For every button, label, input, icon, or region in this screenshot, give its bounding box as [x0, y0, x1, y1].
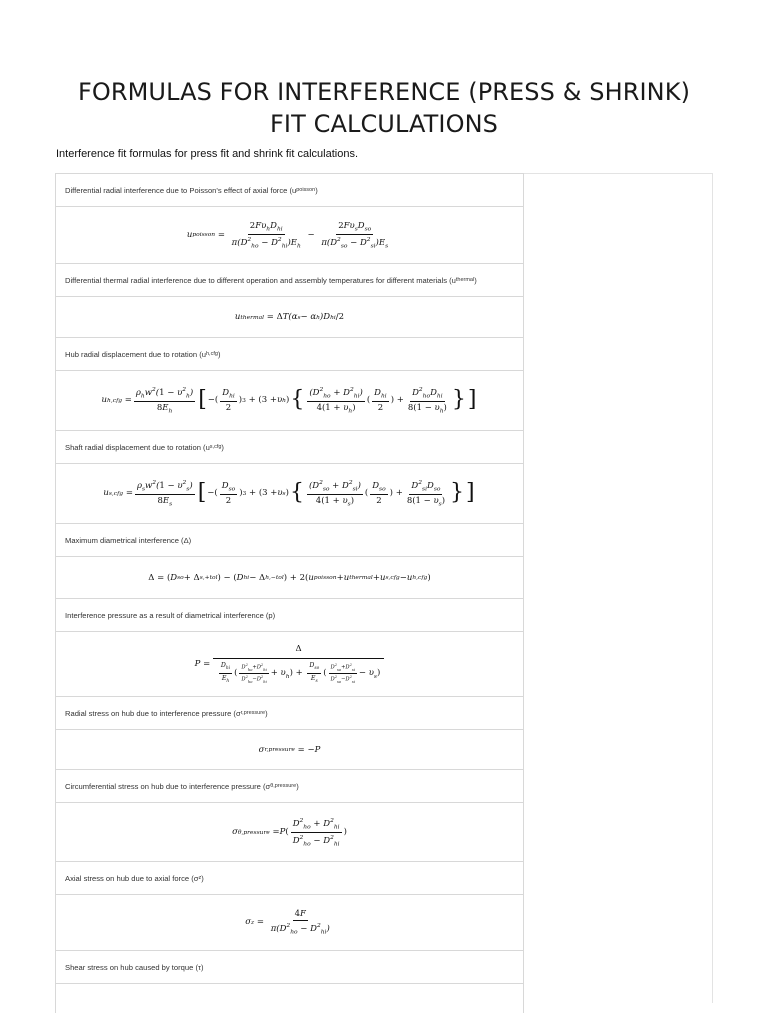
formula-u-thermal: u thermal = Δ T(α s − α h )D hi /2 [56, 296, 523, 337]
row-label: Hub radial displacement due to rotation (u [65, 349, 206, 359]
row-label: Differential radial interference due to Poisson's effect of axial force (u [65, 185, 297, 195]
page-title [0, 76, 768, 140]
row-label-tail: ) [474, 275, 477, 285]
label-row [56, 173, 523, 206]
row-label-tail: ) [221, 442, 224, 452]
row-label-tail: ) [217, 349, 221, 359]
row-label: Maximum diametrical interference (Δ) [65, 535, 192, 545]
formula-u-hub-cfg: u h,cfg = $\frac{\rho_hw^2(1 - \upsilon^2_h)}{8E_h}$ [ −( $\frac{D_{hi}}{2}$ ) 3 + (3 + υ h ) { $\frac{(D^2_{ho} + D^2_{hi})}{4(1 + \upsilon_h)}$ ( $\frac{D_{hi}}{2}$ ) + $\frac{D^2_{ho}D_{hi}}{8(1 - \upsilon_h)}$ } ] [56, 370, 523, 430]
formula-u-poisson: u poisson = $\frac{2F\upsilon_hD_{hi}}{\pi(D^2_{ho} - D^2_{hi})E_h}$ − $\frac{2F\upsilon_sD_{so}}{\pi(D^2_{so} - D^2_{si})E_s}$ [56, 206, 523, 263]
row-label-subscript: θ,pressure [270, 783, 297, 789]
formula-axial-stress: σ z = $\frac{4F}{\pi(D^2_{ho} - D^2_{hi})}$ [56, 894, 523, 950]
label-row [56, 861, 523, 894]
formula-shear-stress [56, 983, 523, 1013]
label-row [56, 769, 523, 802]
page-title-line-2: FIT CALCULATIONS [270, 110, 498, 138]
label-row [56, 430, 523, 463]
row-label: Shaft radial displacement due to rotation (u [65, 442, 210, 452]
label-row [56, 696, 523, 729]
row-label: Differential thermal radial interference due to different operation and assembly temperatures for different materials (u [65, 275, 456, 285]
row-label-subscript: h,cfg [206, 351, 218, 357]
row-label: Axial stress on hub due to axial force (σ [65, 873, 199, 883]
formula-table [55, 173, 524, 1013]
page-title-line-1: FORMULAS FOR INTERFERENCE (PRESS & SHRINK) [77, 78, 691, 106]
label-row [56, 523, 523, 556]
row-label-tail: ) [265, 708, 268, 718]
formula-radial-stress: σ r,pressure = − P [56, 729, 523, 769]
label-row [56, 950, 523, 983]
row-label-subscript: r,pressure [240, 710, 266, 716]
row-label: Shear stress on hub caused by torque (τ) [65, 962, 204, 972]
formula-u-shaft-cfg: u s,cfg = $\frac{\rho_sw^2(1 - \upsilon^2_s)}{8E_s}$ [ −( $\frac{D_{so}}{2}$ ) 3 + (3 + υ s ) { $\frac{(D^2_{so} + D^2_{si})}{4(1 + \upsilon_s)}$ ( $\frac{D_{so}}{2}$ ) + $\frac{D^2_{si}D_{so}}{8(1 - \upsilon_s)}$ } ] [56, 463, 523, 523]
formula-max-interference: Δ = ( D so + Δ s,+tol ) − ( D hi − Δ h,−tol ) + 2( u poisson + u thermal + u s,cfg − u h,cfg ) [56, 556, 523, 598]
row-label: Radial stress on hub due to interference pressure (σ [65, 708, 241, 718]
row-label-subscript: z [198, 875, 202, 881]
label-row [56, 263, 523, 296]
formula-interference-pressure: P = Δ $\frac{D_{hi}}{E_h}$ ( $\frac{D^2_{ho}+D^2_{hi}}{D^2_{ho}-D^2_{hi}}$ + $\upsilon_h$) + $\frac{D_{so}}{E_s}$ ( $\frac{D^2_{so}+D^2_{si}}{D^2_{so}-D^2_{si}}$ − $\upsilon_s$) [56, 631, 523, 696]
row-label-subscript: s,cfg [209, 444, 222, 450]
label-row [56, 598, 523, 631]
row-label: Interference pressure as a result of diametrical interference (p) [65, 610, 276, 620]
formula-circumferential-stress: σ θ,pressure = P ( $\frac{D^2_{ho} + D^2_{hi}}{D^2_{ho} - D^2_{hi}}$ ) [56, 802, 523, 861]
row-label-subscript: thermal [455, 277, 475, 283]
label-row [56, 337, 523, 370]
row-label: Circumferential stress on hub due to interference pressure (σ [65, 781, 271, 791]
row-label-subscript: poisson [296, 187, 316, 193]
intro-text: Interference fit formulas for press fit and shrink fit calculations. [56, 148, 359, 160]
row-label-tail: ) [296, 781, 299, 791]
row-label-tail: ) [315, 185, 318, 195]
row-label-tail: ) [201, 873, 204, 883]
